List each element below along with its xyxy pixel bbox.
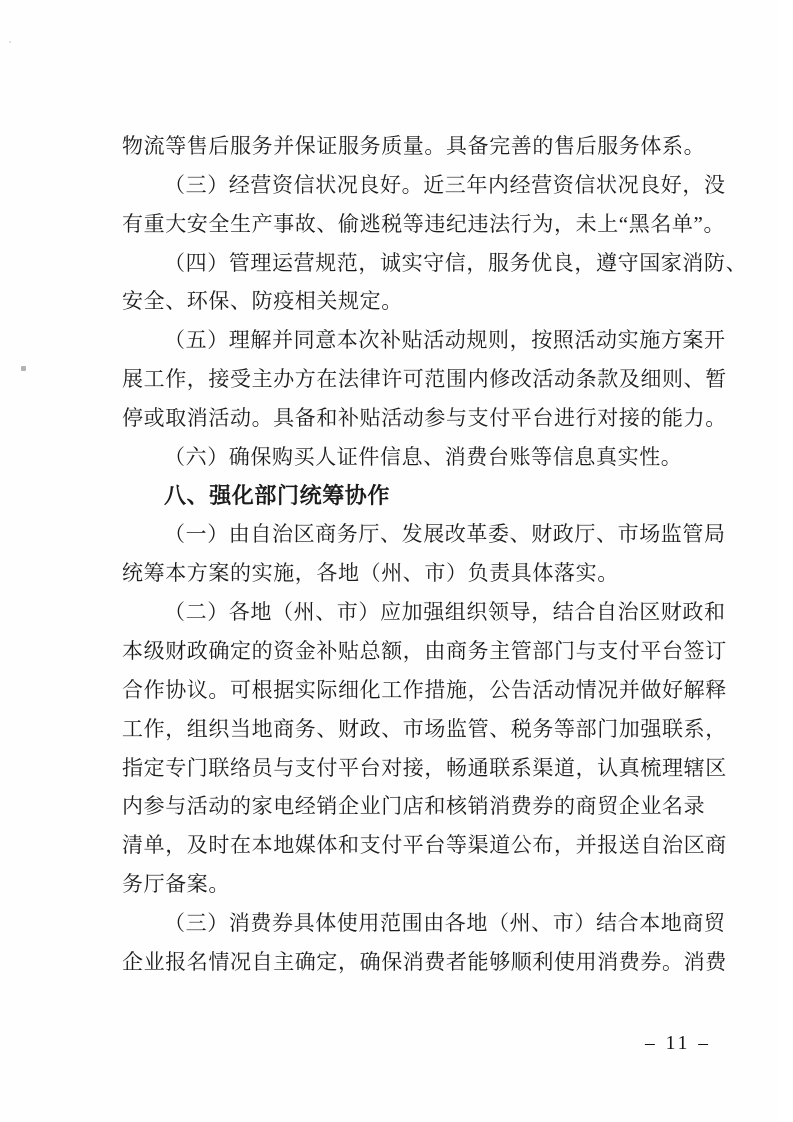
body-line: 安全、环保、防疫相关规定。: [122, 289, 403, 314]
body-line: （一）由自治区商务厅、发展改革委、财政厅、市场监管局: [164, 522, 726, 547]
body-line: 指定专门联络员与支付平台对接，畅通联系渠道，认真梳理辖区: [122, 755, 727, 780]
page-number: – 11 –: [645, 1033, 712, 1054]
scan-speck: [21, 366, 26, 371]
body-line: 清单，及时在本地媒体和支付平台等渠道公布，并报送自治区商: [122, 833, 727, 858]
body-line: 停或取消活动。具备和补贴活动参与支付平台进行对接的能力。: [122, 405, 727, 430]
scan-edge: [777, 0, 793, 1122]
body-line: 有重大安全生产事故、偷逃税等违纪违法行为，未上“黑名单”。: [122, 211, 726, 236]
body-line: 工作，组织当地商务、财政、市场监管、税务等部门加强联系，: [122, 716, 727, 741]
body-line: （三）消费券具体使用范围由各地（州、市）结合本地商贸: [164, 910, 726, 935]
body-line: 物流等售后服务并保证服务质量。具备完善的售后服务体系。: [122, 134, 706, 158]
body-line: （六）确保购买人证件信息、消费台账等信息真实性。: [164, 444, 683, 469]
body-line: 内参与活动的家电经销企业门店和核销消费券的商贸企业名录: [122, 794, 706, 819]
scan-speck: [9, 41, 11, 43]
body-line: 本级财政确定的资金补贴总额，由商务主管部门与支付平台签订: [122, 638, 727, 663]
body-line: 合作协议。可根据实际细化工作措施，公告活动情况并做好解释: [122, 677, 727, 702]
section-heading: 八、强化部门统筹协作: [164, 482, 391, 508]
body-line: 企业报名情况自主确定，确保消费者能够顺利使用消费券。消费: [122, 949, 727, 974]
body-line: （二）各地（州、市）应加强组织领导，结合自治区财政和: [164, 600, 726, 625]
body-line: （四）管理运营规范，诚实守信，服务优良，遵守国家消防、: [164, 250, 748, 275]
document-body: [122, 127, 748, 982]
body-line: 务厅备案。: [122, 872, 230, 897]
body-line: 展工作，接受主办方在法律许可范围内修改活动条款及细则、暂: [122, 367, 727, 392]
body-line: （五）理解并同意本次补贴活动规则，按照活动实施方案开: [164, 328, 726, 353]
body-line: （三）经营资信状况良好。近三年内经营资信状况良好，没: [164, 172, 726, 197]
body-line: 统筹本方案的实施，各地（州、市）负责具体落实。: [122, 561, 619, 586]
